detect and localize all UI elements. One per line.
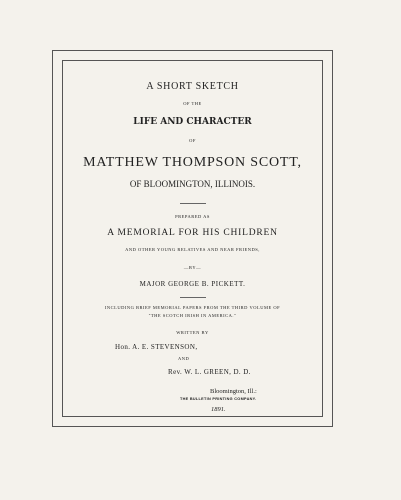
writer-1: Hon. A. E. STEVENSON,	[115, 343, 198, 351]
title-line-4: OF	[189, 138, 196, 143]
by-line: —BY—	[183, 265, 202, 270]
subject-place: OF BLOOMINGTON, ILLINOIS.	[129, 179, 256, 189]
imprint-year: 1891.	[211, 406, 226, 413]
memorial-line: A MEMORIAL FOR HIS CHILDREN	[107, 228, 278, 238]
imprint-publisher: THE BULLETIN PRINTING COMPANY.	[180, 397, 257, 401]
including-line-2: "THE SCOTCH IRISH IN AMERICA."	[148, 313, 237, 318]
inner-border	[62, 60, 323, 417]
imprint-city: Bloomington, Ill.:	[210, 388, 257, 395]
written-by: WRITTEN BY	[176, 330, 209, 335]
prepared-as: PREPARED AS	[175, 214, 210, 219]
including-line-1: INCLUDING BRIEF MEMORIAL PAPERS FROM THE THIRD VOLUME OF	[104, 305, 281, 310]
title-line-2: OF THE	[183, 101, 202, 106]
subject-name: MATTHEW THOMPSON SCOTT,	[83, 155, 302, 170]
writer-2: Rev. W. L. GREEN, D. D.	[168, 368, 251, 376]
and-line: AND	[178, 356, 190, 361]
title-line-3: LIFE AND CHARACTER	[133, 117, 252, 127]
title-line-1: A SHORT SKETCH	[146, 81, 239, 92]
author-name: MAJOR GEORGE B. PICKETT.	[139, 280, 246, 288]
divider-1	[180, 203, 206, 204]
divider-2	[180, 297, 206, 298]
relatives-line: AND OTHER YOUNG RELATIVES AND NEAR FRIENDS,	[125, 247, 260, 252]
